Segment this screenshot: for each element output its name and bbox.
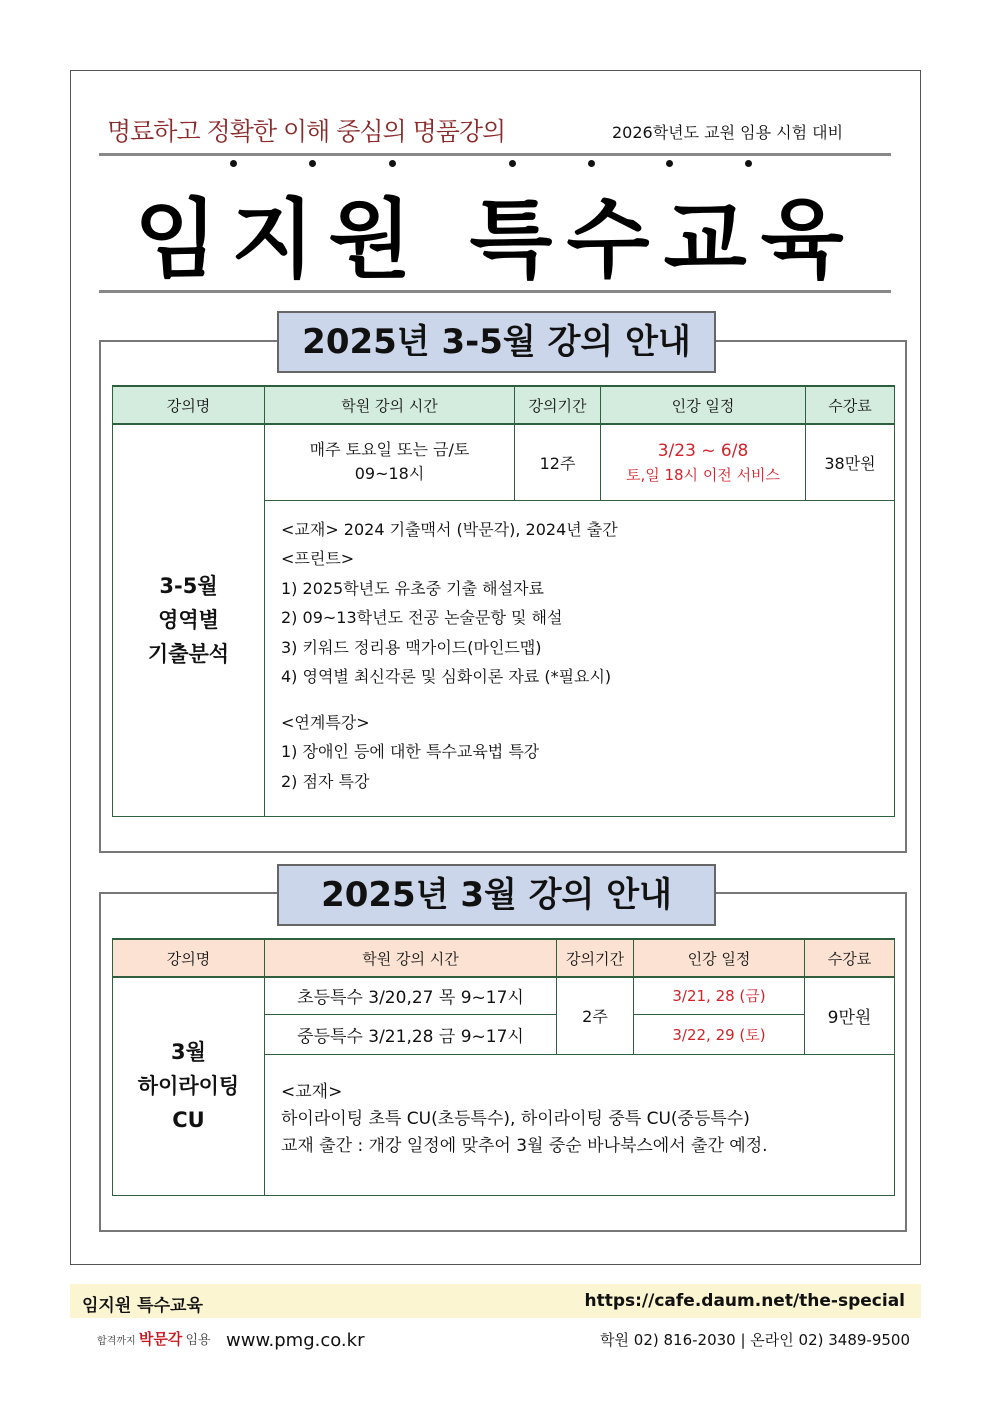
website-link[interactable]: www.pmg.co.kr	[226, 1330, 365, 1351]
exam-label: 2026학년도 교원 임용 시험 대비	[612, 123, 844, 142]
col-fee: 수강료	[806, 386, 895, 424]
lecture-time: 매주 토요일 또는 금/토 09~18시	[265, 424, 515, 500]
lecture-period: 12주	[515, 424, 601, 500]
course-details: <교재> 하이라이팅 초특 CU(초등특수), 하이라이팅 중특 CU(중등특수) 교재 출간 : 개강 일정에 맞추어 3월 중순 바나북스에서 출간 예정.	[265, 1054, 895, 1195]
page-title: 임지원 특수교육	[134, 190, 858, 290]
course-name: 3월 하이라이팅 CU	[113, 977, 265, 1195]
contact-phone: 학원 02) 816-2030 | 온라인 02) 3489-9500	[600, 1331, 910, 1349]
cafe-link[interactable]: https://cafe.daum.net/the-special	[584, 1291, 905, 1311]
lecture-period: 2주	[557, 977, 634, 1054]
tagline: 명료하고 정확한 이해 중심의 명품강의	[107, 117, 506, 146]
title-rule	[99, 290, 891, 293]
table-header-row	[113, 939, 895, 977]
fee: 9만원	[805, 977, 895, 1054]
col-course: 강의명	[113, 939, 265, 977]
table-row	[113, 977, 895, 1014]
lecture-time-secondary: 중등특수 3/21,28 금 9~17시	[265, 1014, 557, 1054]
section1-title: 2025년 3-5월 강의 안내	[277, 311, 716, 373]
col-course: 강의명	[113, 386, 265, 424]
online-schedule-elementary: 3/21, 28 (금)	[634, 977, 805, 1014]
section1-table	[112, 385, 895, 817]
footer-brand: 임지원 특수교육	[82, 1296, 203, 1316]
col-period: 강의기간	[557, 939, 634, 977]
section2-table	[112, 938, 895, 1196]
col-online: 인강 일정	[634, 939, 805, 977]
course-name: 3-5월 영역별 기출분석	[113, 424, 265, 816]
col-online: 인강 일정	[601, 386, 806, 424]
lecture-time-elementary: 초등특수 3/20,27 목 9~17시	[265, 977, 557, 1014]
col-time: 학원 강의 시간	[265, 386, 515, 424]
table-row	[113, 424, 895, 500]
col-period: 강의기간	[515, 386, 601, 424]
section2-title: 2025년 3월 강의 안내	[277, 864, 716, 926]
publisher-logo: 합격까지 박문각 임용	[97, 1330, 211, 1348]
col-fee: 수강료	[805, 939, 895, 977]
col-time: 학원 강의 시간	[265, 939, 557, 977]
fee: 38만원	[806, 424, 895, 500]
top-rule	[99, 153, 891, 156]
online-schedule: 3/23 ~ 6/8 토,일 18시 이전 서비스	[601, 424, 806, 500]
course-details: <교재> 2024 기출맥서 (박문각), 2024년 출간 <프린트> 1) 2025학년도 유초중 기출 해설자료 2) 09~13학년도 전공 논술문항 및 해설 3) 키워드 정리용 맥가이드(마인드맵) 4) 영역별 최신각론 및 심화이론 자료 (*필요시) <연계특강> 1) 장애인 등에 대한 특수교육법 특강 2) 점자 특강	[265, 500, 895, 816]
online-schedule-secondary: 3/22, 29 (토)	[634, 1014, 805, 1054]
footer-bar	[70, 1284, 921, 1318]
table-header-row	[113, 386, 895, 424]
